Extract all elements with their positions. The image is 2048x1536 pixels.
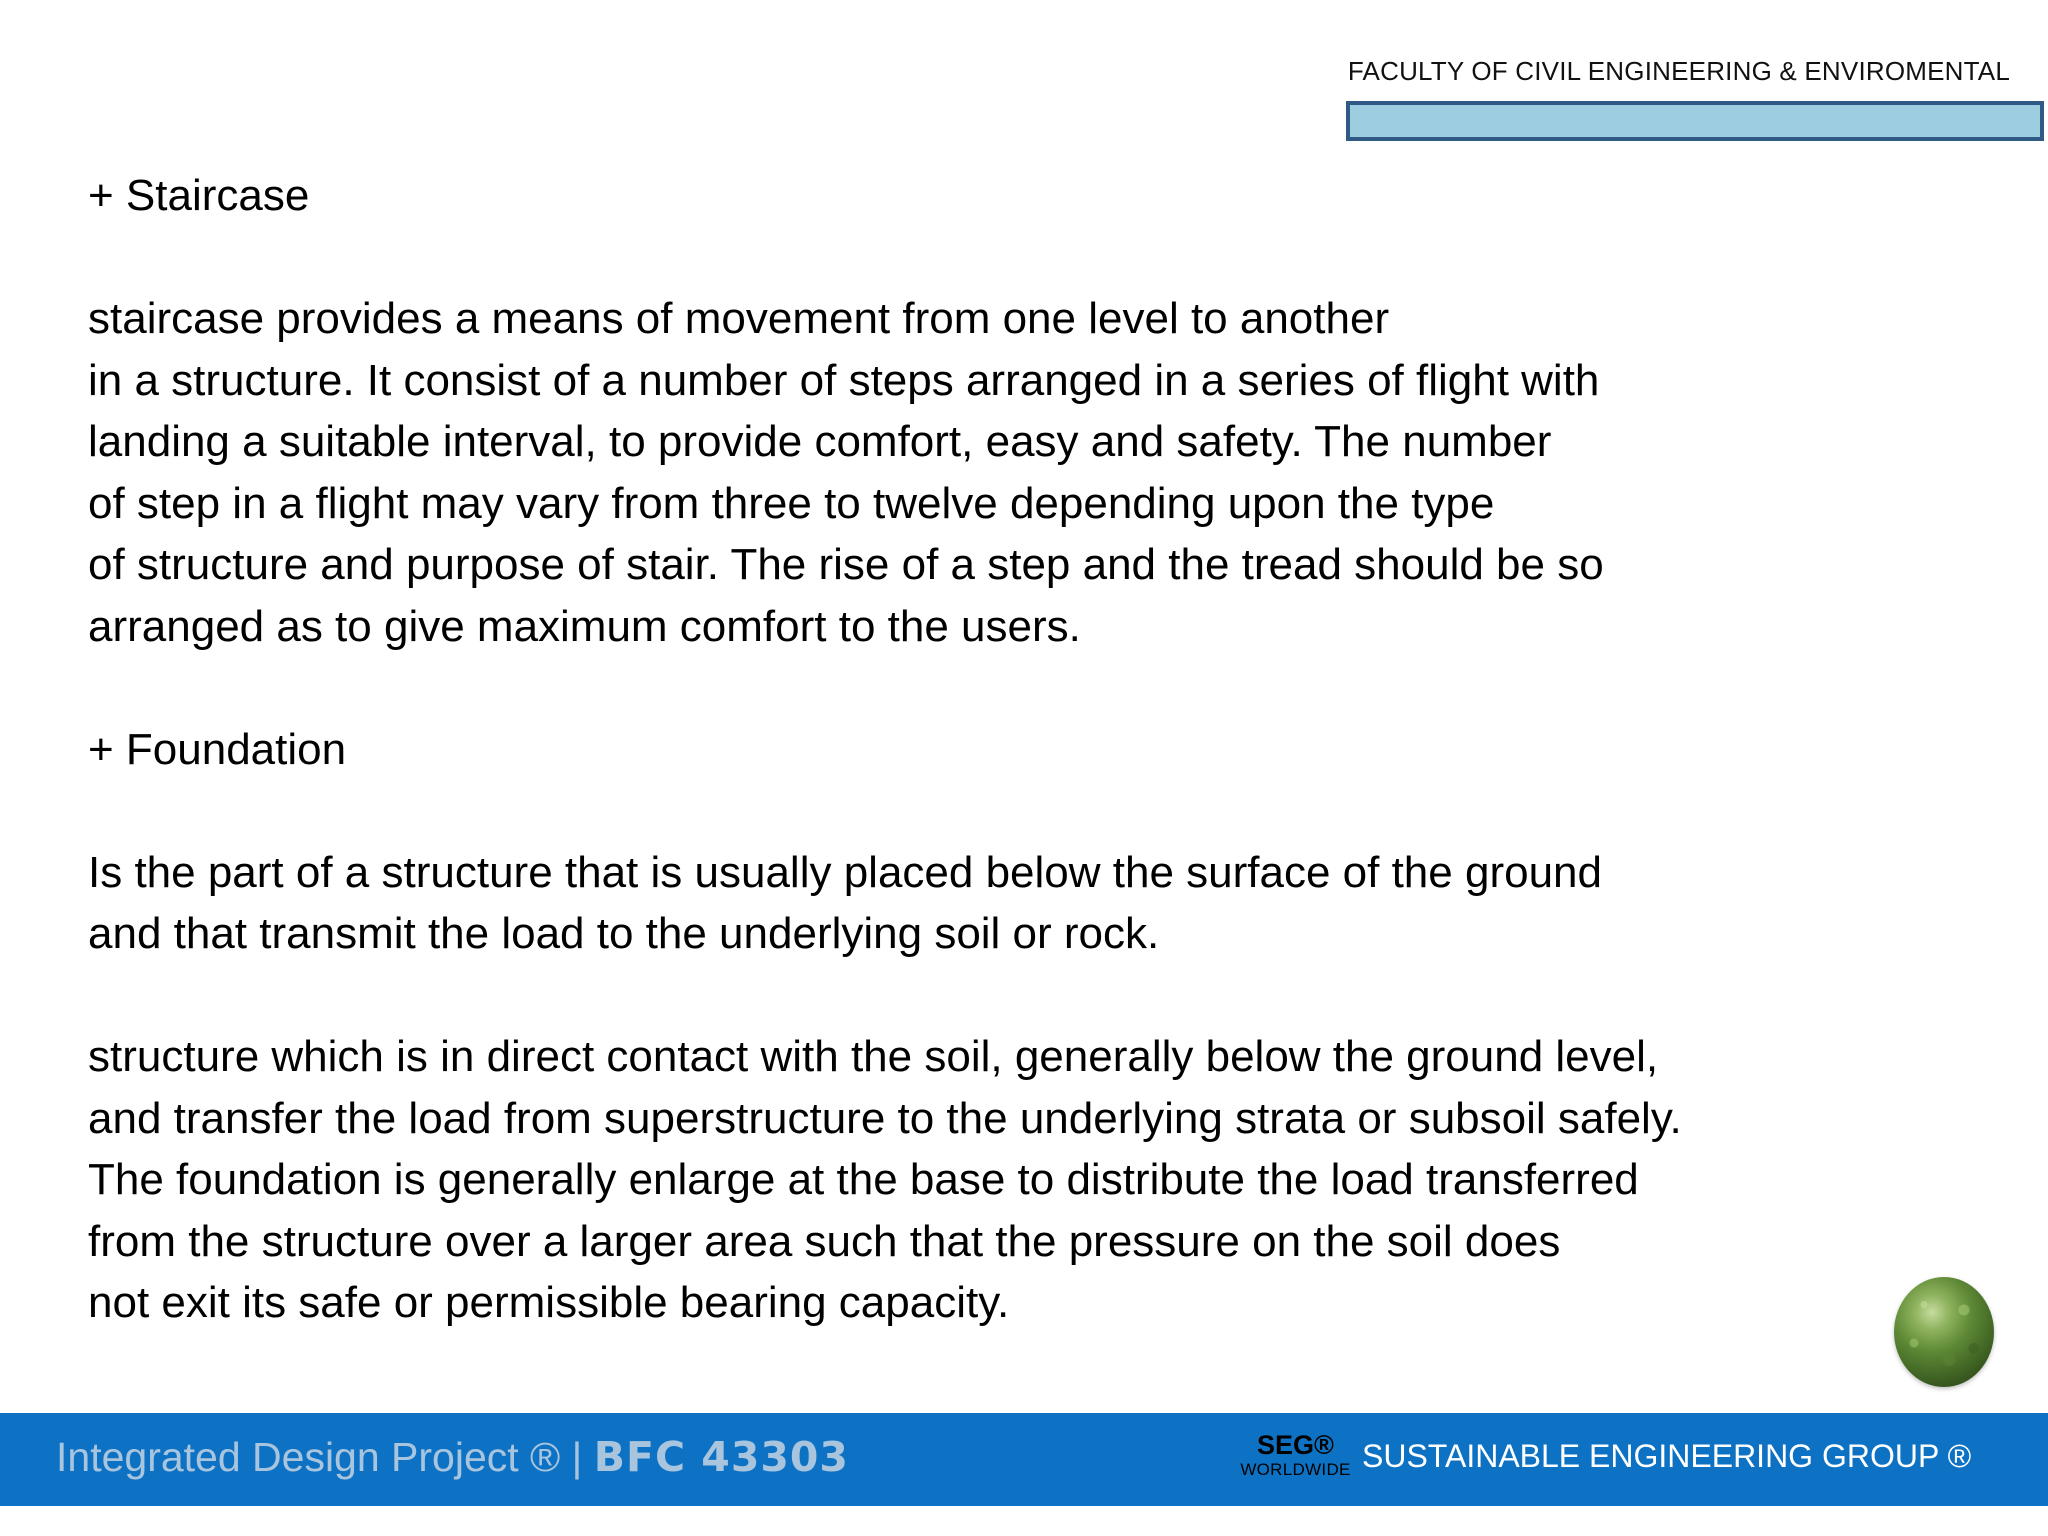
staircase-text-line: in a structure. It consist of a number of steps arranged in a series of flight with (88, 355, 1600, 405)
group-name: SUSTAINABLE ENGINEERING GROUP ® (1362, 1438, 1972, 1474)
staircase-heading: + Staircase (88, 171, 310, 220)
spacer (88, 657, 1868, 719)
slide-body (88, 165, 1868, 1334)
green-globe-icon (1894, 1277, 1994, 1387)
staircase-text-line: landing a suitable interval, to provide comfort, easy and safety. The number (88, 417, 1552, 466)
spacer (88, 780, 1868, 842)
project-title-text: Integrated Design Project ® | (56, 1434, 594, 1480)
foundation-detail-line: not exit its safe or permissible bearing capacity. (88, 1278, 1010, 1327)
footer-bar (0, 1413, 2048, 1506)
staircase-text-line: arranged as to give maximum comfort to the users. (88, 601, 1081, 651)
seg-logo-subtitle: WORLDWIDE (1240, 1460, 1351, 1479)
staircase-text-line: of step in a flight may vary from three to twelve depending upon the type (88, 478, 1495, 528)
faculty-header: FACULTY OF CIVIL ENGINEERING & ENVIROMENTAL (1347, 56, 2010, 86)
seg-logo (1238, 1431, 1353, 1491)
staircase-text-line: staircase provides a means of movement from one level to another (88, 294, 1390, 343)
header-accent-bar (1346, 101, 2044, 141)
project-title (56, 1433, 849, 1481)
foundation-detail-line: structure which is in direct contact with the soil, generally below the ground level, (88, 1032, 1659, 1081)
seg-logo-mark: SEG® (1257, 1430, 1334, 1460)
foundation-detail-line: The foundation is generally enlarge at the base to distribute the load transferred (88, 1155, 1639, 1204)
staircase-text-line: of structure and purpose of stair. The rise of a step and the tread should be so (88, 540, 1604, 589)
spacer (88, 965, 1868, 1027)
foundation-heading: + Foundation (88, 724, 347, 774)
course-code: BFC 43303 (593, 1433, 849, 1481)
foundation-detail-line: and transfer the load from superstructure to the underlying strata or subsoil safely. (88, 1093, 1682, 1143)
foundation-intro-line: Is the part of a structure that is usually placed below the surface of the ground (88, 847, 1602, 897)
foundation-detail-line: from the structure over a larger area such that the pressure on the soil does (88, 1216, 1561, 1266)
foundation-intro-line: and that transmit the load to the underlying soil or rock. (88, 909, 1160, 958)
spacer (88, 227, 1868, 289)
